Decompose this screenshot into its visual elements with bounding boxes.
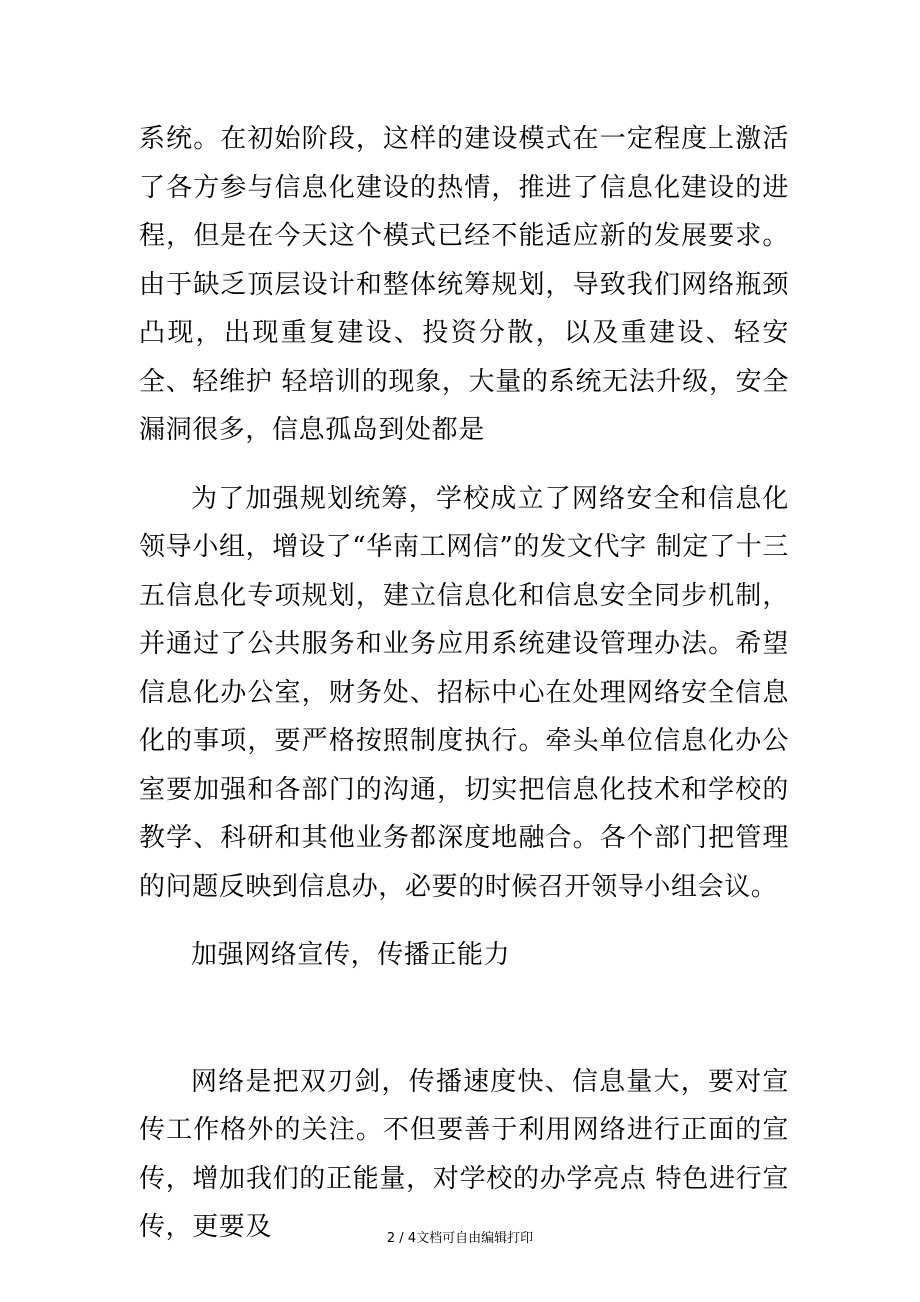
paragraph-gap bbox=[139, 455, 789, 475]
paragraph-3: 网络是把双刃剑，传播速度快、信息量大，要对宣传工作格外的关注。不但要善于利用网络进行正面的宣传，增加我们的正能量，对学校的办学亮点 特色进行宣传，更要及 bbox=[139, 1066, 789, 1242]
paragraph-2: 为了加强规划统筹，学校成立了网络安全和信息化领导小组，增设了“华南工网信”的发文代字 制定了十三五信息化专项规划，建立信息化和信息安全同步机制，并通过了公共服务和业务应用系统建设管理办法。希望信息化办公室，财务处、招标中心在处理网络安全信息化的事项，要严格按照制度执行。牵头单位信息化办公室要加强和各部门的沟通，切实把信息化技术和学校的教学、科研和其他业务都深度地融合。各个部门把管理的问题反映到信息办，必要的时候召开领导小组会议。 bbox=[139, 483, 789, 902]
paragraph-1: 系统。在初始阶段，这样的建设模式在一定程度上激活了各方参与信息化建设的热情，推进了信息化建设的进程，但是在今天这个模式已经不能适应新的发展要求。由于缺乏顶层设计和整体统筹规划，导致我们网络瓶颈凸现，出现重复建设、投资分散，以及重建设、轻安全、轻维护 轻培训的现象，大量的系统无法升级，安全漏洞很多，信息孤岛到处都是 bbox=[139, 124, 789, 445]
page-footer: 2 / 4文档可自由编辑打印 bbox=[386, 1231, 534, 1246]
section-heading: 加强网络宣传，传播正能力 bbox=[191, 940, 511, 970]
paragraph-gap bbox=[139, 911, 789, 931]
document-body bbox=[139, 115, 789, 1252]
section-gap bbox=[139, 980, 789, 1058]
